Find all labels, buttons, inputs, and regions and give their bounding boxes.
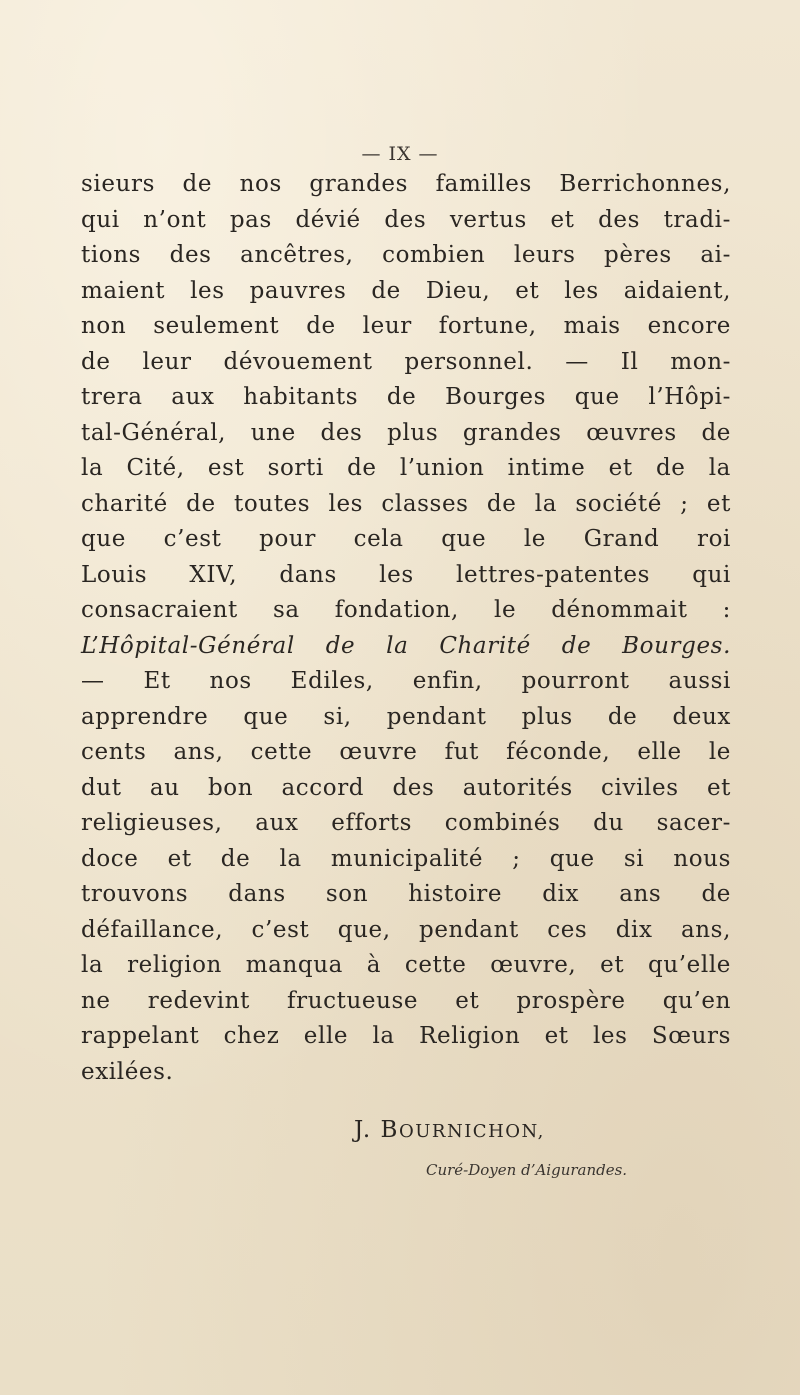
text-line: dut au bon accord des autorités civiles et: [81, 774, 731, 801]
signature-initial: J. B: [354, 1117, 399, 1143]
text-line: que c’est pour cela que le Grand roi: [81, 526, 731, 552]
text-line: tions des ancêtres, combien leurs pères ai-: [81, 242, 731, 268]
text-line: la Cité, est sorti de l’union intime et de la: [81, 455, 731, 481]
body-text: [81, 167, 731, 1090]
text-line: cents ans, cette œuvre fut féconde, elle le: [81, 739, 731, 765]
text-line: apprendre que si, pendant plus de deux: [81, 703, 731, 730]
text-line: tal-Général, une des plus grandes œuvres de: [81, 419, 731, 446]
author-title: Curé-Doyen d’Aigurandes.: [426, 1161, 628, 1179]
text-line: trouvons dans son histoire dix ans de: [81, 881, 731, 907]
text-line: rappelant chez elle la Religion et les Sœurs: [81, 1023, 731, 1049]
text-line: — Et nos Ediles, enfin, pourront aussi: [81, 668, 731, 694]
text-line: Louis XIV, dans les lettres-patentes qui: [81, 561, 731, 588]
text-line: non seulement de leur fortune, mais encore: [81, 313, 731, 339]
text-line: qui n’ont pas dévié des vertus et des tradi-: [81, 206, 731, 233]
text-line: de leur dévouement personnel. — Il mon-: [81, 348, 731, 375]
text-line: doce et de la municipalité ; que si nous: [81, 845, 731, 872]
author-signature: [354, 1117, 545, 1143]
text-line: défaillance, c’est que, pendant ces dix ans,: [81, 916, 731, 943]
text-line: religieuses, aux efforts combinés du sacer-: [81, 810, 731, 836]
italic-title-line: L’Hôpital-Général de la Charité de Bourges.: [81, 632, 731, 659]
text-line: maient les pauvres de Dieu, et les aidaient,: [81, 277, 731, 304]
text-line: charité de toutes les classes de la société ; et: [81, 490, 731, 517]
text-line: ne redevint fructueuse et prospère qu’en: [81, 987, 731, 1014]
text-line: exilées.: [81, 1058, 174, 1085]
page-number: — IX —: [361, 143, 439, 165]
text-line: sieurs de nos grandes familles Berrichonnes,: [81, 171, 731, 197]
text-line: consacraient sa fondation, le dénommait :: [81, 597, 731, 623]
text-line: trera aux habitants de Bourges que l’Hôpi-: [81, 384, 731, 410]
text-line: la religion manqua à cette œuvre, et qu’elle: [81, 952, 731, 978]
signature-name: OURNICHON,: [398, 1121, 545, 1142]
